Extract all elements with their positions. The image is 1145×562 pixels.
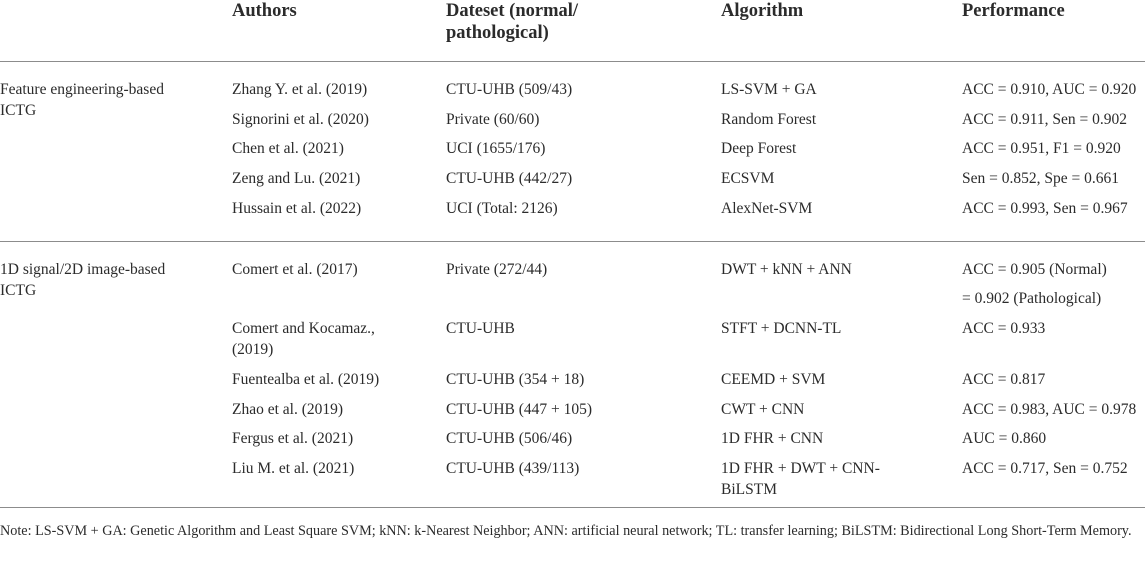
cell-performance: ACC = 0.951, F1 = 0.920 [962,140,1121,157]
cell-algorithm: CEEMD + SVM [721,371,826,388]
category-line2: ICTG [0,282,37,299]
cell-author: Zhang Y. et al. (2019) [232,81,368,98]
cell-performance: AUC = 0.860 [962,430,1047,447]
category-line2: ICTG [0,102,37,119]
cell-algorithm: Random Forest [721,111,817,128]
cell-algorithm: LS-SVM + GA [721,81,817,98]
cell-author: Fuentealba et al. (2019) [232,371,380,388]
cell-author: Comert et al. (2017) [232,261,358,278]
cell-performance: ACC = 0.983, AUC = 0.978 [962,401,1137,418]
category-line1: 1D signal/2D image-based [0,261,166,278]
cell-algorithm: 1D FHR + CNN [721,430,824,447]
cell-performance: Sen = 0.852, Spe = 0.661 [962,170,1119,187]
category-label [0,79,210,121]
cell-author: Chen et al. (2021) [232,140,344,157]
category-line1: Feature engineering-based [0,81,164,98]
cell-performance: ACC = 0.911, Sen = 0.902 [962,111,1128,128]
cell-author: Liu M. et al. (2021) [232,460,355,477]
cell-dataset: CTU-UHB (509/43) [446,81,573,98]
header-dataset-line1: Dateset (normal/ [446,1,579,21]
cell-algorithm: AlexNet-SVM [721,200,813,217]
cell-algorithm: STFT + DCNN-TL [721,320,842,337]
header-dataset [446,0,578,44]
cell-author: Hussain et al. (2022) [232,200,362,217]
cell-dataset: CTU-UHB (506/46) [446,430,573,447]
table-footnote: Note: LS-SVM + GA: Genetic Algorithm and Least Square SVM; kNN: k-Nearest Neighbor; ANN: artificial neural network; TL: transfer learning; BiLSTM: Bidirectional Long Short-Term Memory. [0,523,1132,539]
section-feature-engineering [0,62,1145,242]
cell-performance: ACC = 0.717, Sen = 0.752 [962,460,1128,477]
cell-dataset: UCI (1655/176) [446,140,546,157]
cell-performance: ACC = 0.993, Sen = 0.967 [962,200,1128,217]
cell-algorithm: Deep Forest [721,140,797,157]
cell-performance [962,259,1145,309]
cell-performance: ACC = 0.817 [962,371,1046,388]
cell-algorithm: ECSVM [721,170,775,187]
section-1d-2d-signal [0,242,1145,508]
cell-dataset: CTU-UHB (439/113) [446,460,580,477]
header-algorithm: Algorithm [721,1,804,21]
cell-dataset: Private (60/60) [446,111,540,128]
cell-dataset: Private (272/44) [446,261,548,278]
cell-algorithm: 1D FHR + DWT + CNN-BiLSTM [721,460,880,498]
cell-algorithm: DWT + kNN + ANN [721,261,852,278]
cell-author: Zhao et al. (2019) [232,401,344,418]
performance-line1: ACC = 0.905 (Normal) [962,261,1107,278]
cell-dataset: UCI (Total: 2126) [446,200,558,217]
cell-author: Zeng and Lu. (2021) [232,170,361,187]
cell-dataset: CTU-UHB (447 + 105) [446,401,593,418]
cell-performance: ACC = 0.933 [962,320,1046,337]
cell-performance: ACC = 0.910, AUC = 0.920 [962,81,1137,98]
table-header [0,0,1145,62]
header-authors: Authors [232,1,297,21]
cell-author: Fergus et al. (2021) [232,430,354,447]
cell-algorithm: CWT + CNN [721,401,805,418]
cell-author: Signorini et al. (2020) [232,111,369,128]
cell-author: Comert and Kocamaz., (2019) [232,320,375,358]
cell-dataset: CTU-UHB [446,320,515,337]
cell-dataset: CTU-UHB (442/27) [446,170,573,187]
header-dataset-line2: pathological) [446,23,549,43]
performance-line2: = 0.902 (Pathological) [962,290,1102,307]
cell-dataset: CTU-UHB (354 + 18) [446,371,585,388]
category-label [0,259,210,301]
header-performance: Performance [962,1,1065,21]
